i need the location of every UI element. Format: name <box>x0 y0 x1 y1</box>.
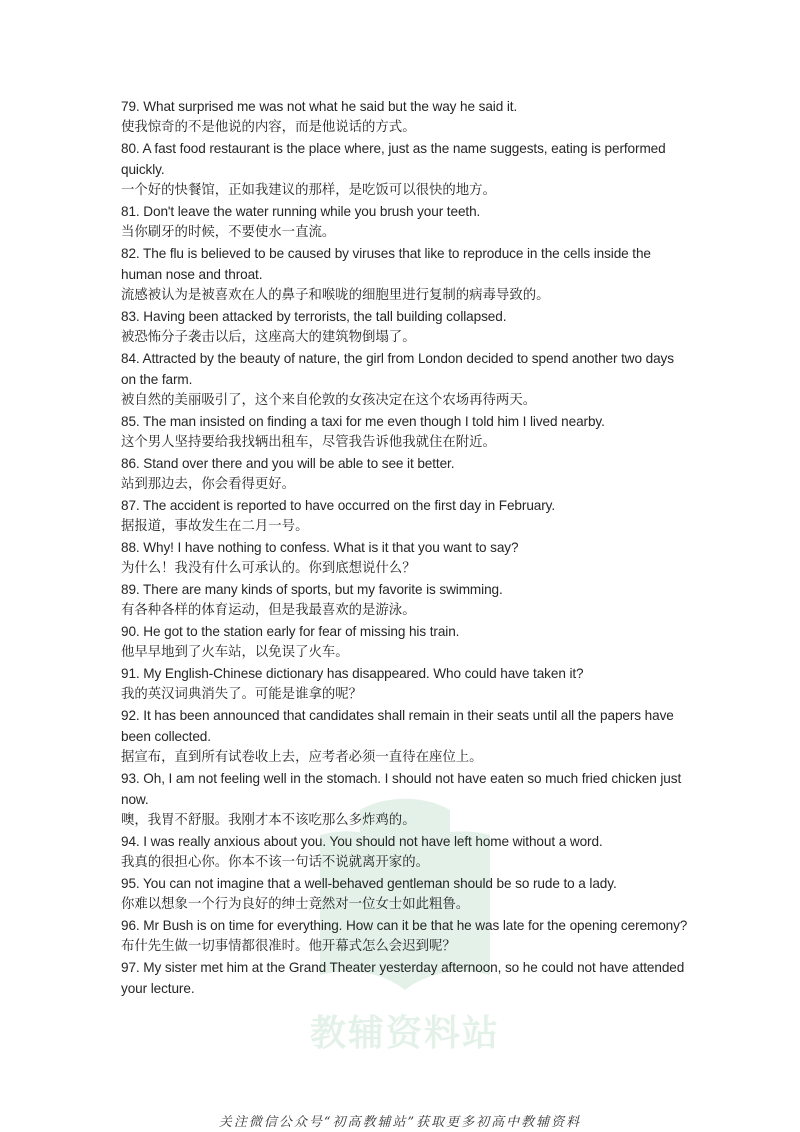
list-item <box>121 348 691 411</box>
chinese-translation: 被恐怖分子袭击以后，这座高大的建筑物倒塌了。 <box>121 330 416 345</box>
english-sentence: 92. It has been announced that candidates shall remain in their seats until all the papers have been collected. <box>121 708 674 744</box>
english-sentence: 94. I was really anxious about you. You should not have left home without a word. <box>121 834 603 849</box>
english-sentence: 81. Don't leave the water running while you brush your teeth. <box>121 204 481 219</box>
list-item <box>121 663 691 705</box>
english-sentence: 93. Oh, I am not feeling well in the stomach. I should not have eaten so much fried chicken just now. <box>121 771 682 807</box>
chinese-translation: 有各种各样的体育运动，但是我最喜欢的是游泳。 <box>121 603 416 618</box>
list-item <box>121 138 691 201</box>
chinese-translation: 我真的很担心你。你本不该一句话不说就离开家的。 <box>121 855 429 870</box>
list-item <box>121 537 691 579</box>
chinese-translation: 布什先生做一切事情都很准时。他开幕式怎么会迟到呢？ <box>121 939 456 954</box>
chinese-translation: 当你刷牙的时候，不要使水一直流。 <box>121 225 336 240</box>
list-item <box>121 453 691 495</box>
sentence-list <box>121 96 691 999</box>
english-sentence: 95. You can not imagine that a well-behaved gentleman should be so rude to a lady. <box>121 876 617 891</box>
list-item <box>121 873 691 915</box>
chinese-translation: 我的英汉词典消失了。可能是谁拿的呢？ <box>121 687 363 702</box>
list-item <box>121 705 691 768</box>
chinese-translation: 使我惊奇的不是他说的内容，而是他说话的方式。 <box>121 120 416 135</box>
chinese-translation: 被自然的美丽吸引了，这个来自伦敦的女孩决定在这个农场再待两天。 <box>121 393 537 408</box>
list-item <box>121 243 691 306</box>
chinese-translation: 你难以想象一个行为良好的绅士竟然对一位女士如此粗鲁。 <box>121 897 470 912</box>
list-item <box>121 768 691 831</box>
list-item <box>121 621 691 663</box>
english-sentence: 82. The flu is believed to be caused by viruses that like to reproduce in the cells inside the human nose and throat. <box>121 246 651 282</box>
list-item <box>121 411 691 453</box>
list-item <box>121 201 691 243</box>
english-sentence: 89. There are many kinds of sports, but my favorite is swimming. <box>121 582 503 597</box>
chinese-translation: 噢，我胃不舒服。我刚才本不该吃那么多炸鸡的。 <box>121 813 416 828</box>
english-sentence: 90. He got to the station early for fear of missing his train. <box>121 624 460 639</box>
list-item <box>121 306 691 348</box>
list-item <box>121 831 691 873</box>
chinese-translation: 为什么！我没有什么可承认的。你到底想说什么？ <box>121 561 416 576</box>
list-item <box>121 957 691 999</box>
english-sentence: 84. Attracted by the beauty of nature, the girl from London decided to spend another two days on the farm. <box>121 351 674 387</box>
list-item <box>121 96 691 138</box>
english-sentence: 97. My sister met him at the Grand Theater yesterday afternoon, so he could not have attended your lecture. <box>121 960 685 996</box>
chinese-translation: 站到那边去，你会看得更好。 <box>121 477 296 492</box>
english-sentence: 83. Having been attacked by terrorists, the tall building collapsed. <box>121 309 507 324</box>
chinese-translation: 据宣布，直到所有试卷收上去，应考者必须一直待在座位上。 <box>121 750 483 765</box>
english-sentence: 80. A fast food restaurant is the place where, just as the name suggests, eating is performed quickly. <box>121 141 666 177</box>
english-sentence: 85. The man insisted on finding a taxi for me even though I told him I lived nearby. <box>121 414 605 429</box>
chinese-translation: 流感被认为是被喜欢在人的鼻子和喉咙的细胞里进行复制的病毒导致的。 <box>121 288 550 303</box>
chinese-translation: 他早早地到了火车站，以免误了火车。 <box>121 645 349 660</box>
english-sentence: 91. My English-Chinese dictionary has disappeared. Who could have taken it? <box>121 666 584 681</box>
english-sentence: 88. Why! I have nothing to confess. What is it that you want to say? <box>121 540 519 555</box>
list-item <box>121 579 691 621</box>
english-sentence: 86. Stand over there and you will be able to see it better. <box>121 456 455 471</box>
footer-note: 关注微信公众号“初高教辅站”获取更多初高中教辅资料 <box>218 1115 582 1130</box>
english-sentence: 79. What surprised me was not what he said but the way he said it. <box>121 99 518 114</box>
watermark-text: 教辅资料站 <box>309 1013 500 1054</box>
list-item <box>121 915 691 957</box>
chinese-translation: 据报道，事故发生在二月一号。 <box>121 519 309 534</box>
english-sentence: 96. Mr Bush is on time for everything. How can it be that he was late for the opening ceremony? <box>121 918 688 933</box>
list-item <box>121 495 691 537</box>
chinese-translation: 这个男人坚持要给我找辆出租车，尽管我告诉他我就住在附近。 <box>121 435 496 450</box>
chinese-translation: 一个好的快餐馆，正如我建议的那样，是吃饭可以很快的地方。 <box>121 183 496 198</box>
english-sentence: 87. The accident is reported to have occurred on the first day in February. <box>121 498 556 513</box>
